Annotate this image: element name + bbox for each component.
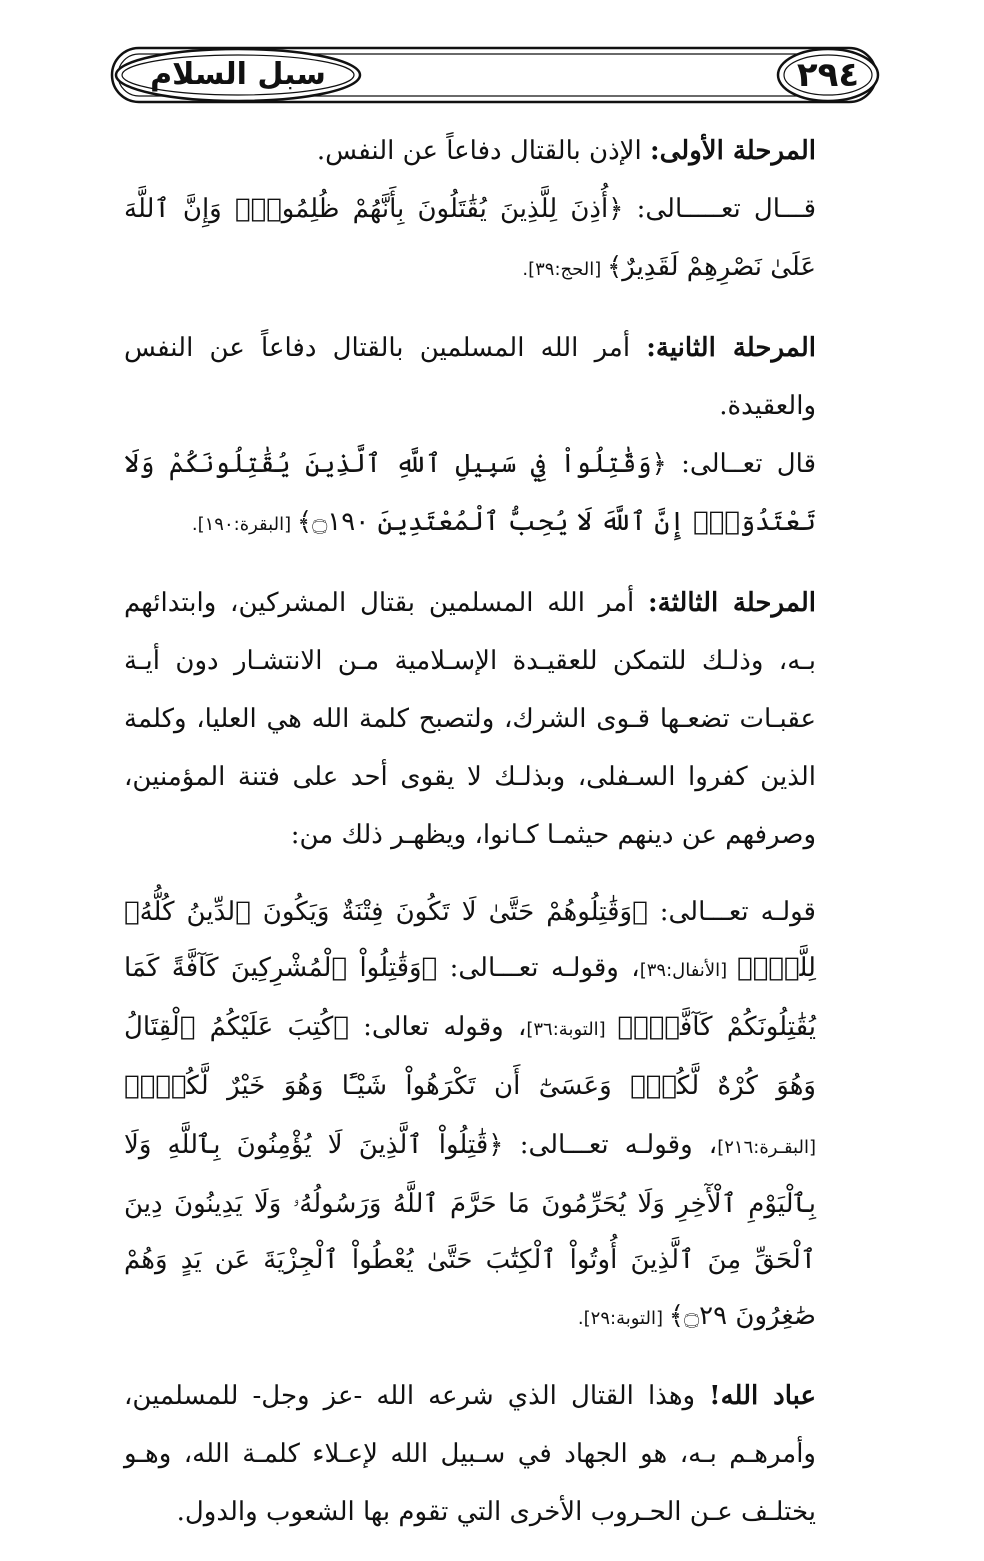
stage3-paragraph [124,574,816,864]
ref-tawbah-36: [التوبة:٣٦] [526,1019,618,1040]
stage2-paragraph [124,319,816,435]
stage1-ref: [الحج:٣٩]. [522,259,607,280]
closing-paragraph [124,1367,816,1541]
verse-tawbah-36: ﴿وَقَٰتِلُواْ ٱلْمُشْرِكِينَ كَآفَّةً كَمَا يُقَٰتِلُونَكُمْ كَآفَّةًۚ﴾ [124,953,816,1042]
stage1-label: المرحلة الأولى: [650,136,816,166]
stage2-text: أمر الله المسلمين بالقتال دفاعاً عن النفس والعقيدة. [124,333,816,421]
verse-tawbah-29: ﴿قَٰتِلُواْ ٱلَّذِينَ لَا يُؤْمِنُونَ بِٱللَّهِ وَلَا بِٱلْيَوْمِ ٱلْأٓخِرِ وَلَا يُحَرِّمُونَ مَا حَرَّمَ ٱللَّهُ وَرَسُولُهُۥ وَلَا يَدِينُونَ دِينَ ٱلْحَقِّ مِنَ ٱلَّذِينَ أُوتُواْ ٱلْكِتَٰبَ حَتَّىٰ يُعْطُواْ ٱلْجِزْيَةَ عَن يَدٍ وَهُمْ صَٰغِرُونَ ۝٢٩﴾ [124,1130,816,1331]
closing-lead: عباد الله! [709,1381,816,1411]
stage1-text: الإذن بالقتال دفاعاً عن النفس. [316,136,650,166]
page-number: ٢٩٤ [796,55,860,95]
page-header [108,40,880,110]
stage2-quote [124,435,816,554]
verses-lead-2: ، وقولـه تعـــالى: [437,953,640,983]
verse-baqarah-216: ﴿كُتِبَ عَلَيْكُمُ ٱلْقِتَالُ وَهُوَ كُرْهٌ لَّكُمْۖ وَعَسَىٰٓ أَن تَكْرَهُواْ شَيْـًٔا وَهُوَ خَيْرٌ لَّكُمْۖ﴾ [124,1012,816,1101]
closing-text: وهذا القتال الذي شرعه الله -عز وجل- للمسلمين، وأمرهـم بـه، هو الجهاد في سـبيل الله لإعـلاء كلمـة الله، وهـو يختلـف عـن الحـروب الأخرى التي تقوم بها الشعوب والدول. [124,1381,816,1527]
stage1-quote-lead: قـــال تعـــــالى: [623,194,816,224]
stage2-verse: ﴿وَقَٰتِلُواْ فِي سَبِيلِ ٱللَّهِ ٱلَّذِينَ يُقَٰتِلُونَكُمْ وَلَا تَعْتَدُوٓاْۚ إِنَّ ٱللَّهَ لَا يُحِبُّ ٱلْمُعْتَدِينَ ۝١٩٠﴾ [124,449,816,537]
verse-anfal: ﴿وَقَٰتِلُوهُمْ حَتَّىٰ لَا تَكُونَ فِتْنَةٌ وَيَكُونَ ٱلدِّينُ كُلُّهُۥ لِلَّهِۚ﴾ [124,897,816,983]
ref-baqarah-216: [البقـرة:٢١٦] [717,1137,816,1158]
ref-tawbah-29: [التوبة:٢٩]. [577,1308,669,1329]
verses-paragraph [124,884,816,1347]
verses-lead-4: ، وقولـه تعـــالى: [503,1130,718,1160]
stage2-label: المرحلة الثانية: [646,333,816,363]
ref-anfal: [الأنفال:٣٩] [639,960,738,981]
stage1-paragraph [124,122,816,180]
page-body [124,122,816,1561]
verses-lead-3: ، وقوله تعالى: [348,1012,527,1042]
stage3-text: أمر الله المسلمين بقتال المشركين، وابتدائهم بـه، وذلـك للتمكن للعقيـدة الإسـلامية مـن الانتشـار دون أيـة عقبـات تضعـها قـوى الشرك، ولتصبح كلمة الله هي العليا، وكلمة الذين كفروا السـفلى، وبذلـك لا يقوى أحد على فتنة المؤمنين، وصرفهم عن دينهم حيثمـا كـانوا، ويظهـر ذلك من: [124,588,816,850]
stage3-label: المرحلة الثالثة: [648,588,816,618]
verses-lead-1: قولـه تعـــالى: [647,897,816,927]
stage2-quote-lead: قال تعــالى: [666,449,816,479]
stage1-quote [124,180,816,299]
stage1-verse: ﴿أُذِنَ لِلَّذِينَ يُقَٰتَلُونَ بِأَنَّهُمْ ظُلِمُواْۚ وَإِنَّ ٱللَّهَ عَلَىٰ نَصْرِهِمْ لَقَدِيرٌ﴾ [124,194,816,282]
stage2-ref: [البقرة:١٩٠]. [191,514,297,535]
book-title: سبل السلام [150,57,326,92]
